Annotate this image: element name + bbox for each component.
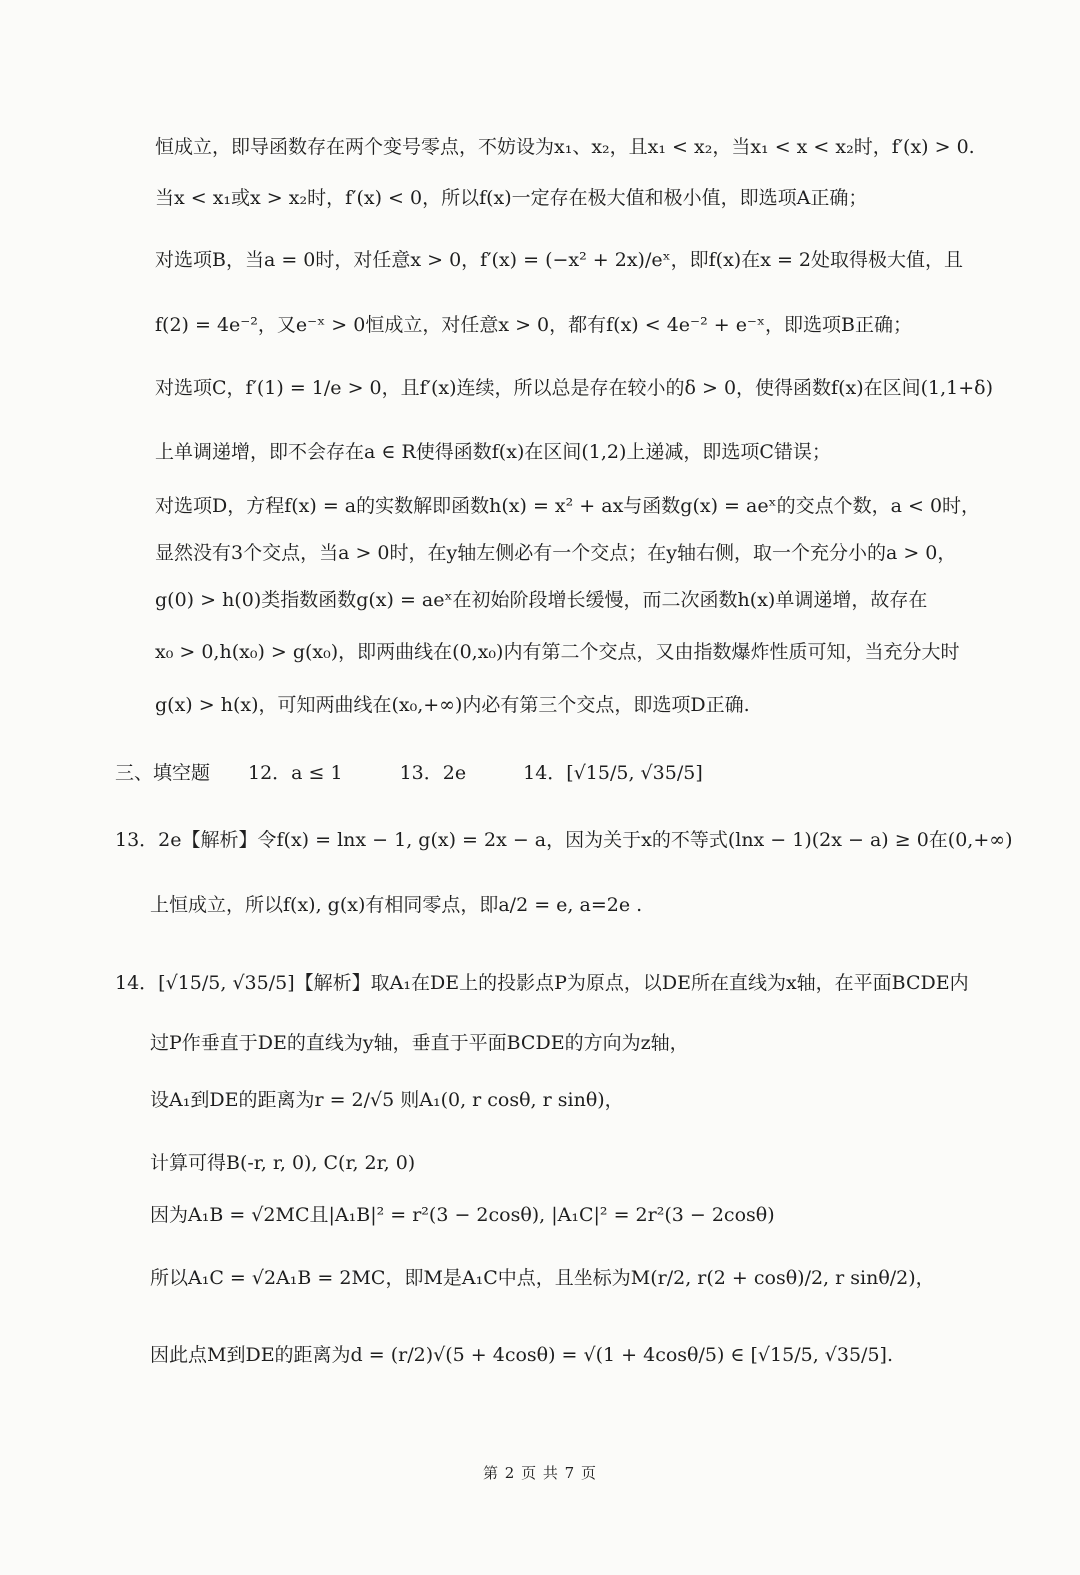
- solution-line: 因此点M到DE的距离为d = (r/2)√(5 + 4cosθ) = √(1 + 4cosθ/5) ∈ [√15/5, √35/5].: [150, 1344, 893, 1366]
- solution-line: 因为A₁B = √2MC且|A₁B|² = r²(3 − 2cosθ), |A₁C|² = 2r²(3 − 2cosθ): [150, 1204, 775, 1226]
- solution-line: g(0) > h(0)类指数函数g(x) = aeˣ在初始阶段增长缓慢，而二次函数h(x)单调递增，故存在: [155, 589, 928, 611]
- solution-line: 对选项D，方程f(x) = a的实数解即函数h(x) = x² + ax与函数g(x) = aeˣ的交点个数，a < 0时，: [155, 495, 981, 517]
- solution-line: g(x) > h(x)，可知两曲线在(x₀,+∞)内必有第三个交点，即选项D正确.: [155, 694, 750, 716]
- solution-line: 所以A₁C = √2A₁B = 2MC，即M是A₁C中点，且坐标为M(r/2, r(2 + cosθ)/2, r sinθ/2)，: [150, 1267, 935, 1289]
- solution-line: 显然没有3个交点，当a > 0时，在y轴左侧必有一个交点；在y轴右侧，取一个充分小的a > 0，: [155, 542, 957, 564]
- solution-line: 当x < x₁或x > x₂时，f′(x) < 0，所以f(x)一定存在极大值和极小值，即选项A正确；: [155, 187, 868, 209]
- solution-line: 对选项C，f′(1) = 1/e > 0，且f′(x)连续，所以总是存在较小的δ > 0，使得函数f(x)在区间(1,1+δ): [155, 377, 994, 399]
- page-number-footer: 第 2 页 共 7 页: [483, 1464, 597, 1482]
- solution-line: 过P作垂直于DE的直线为y轴，垂直于平面BCDE的方向为z轴，: [150, 1032, 689, 1054]
- solution-line: 恒成立，即导函数存在两个变号零点，不妨设为x₁、x₂，且x₁ < x₂，当x₁ < x < x₂时，f′(x) > 0.: [155, 136, 975, 158]
- fill-in-answers-heading: 三、填空题 12．a ≤ 1 13．2e 14．[√15/5, √35/5]: [115, 762, 703, 784]
- solution-line: 对选项B，当a = 0时，对任意x > 0，f′(x) = (−x² + 2x)/eˣ，即f(x)在x = 2处取得极大值，且: [155, 249, 964, 271]
- solution-line: 计算可得B(-r, r, 0), C(r, 2r, 0): [150, 1152, 416, 1174]
- solution-line: 设A₁到DE的距离为r = 2/√5 则A₁(0, r cosθ, r sinθ)，: [150, 1089, 624, 1111]
- solution-line: 上恒成立，所以f(x), g(x)有相同零点，即a/2 = e, a=2e .: [150, 894, 643, 916]
- solution-line: 13．2e【解析】令f(x) = lnx − 1, g(x) = 2x − a，因为关于x的不等式(lnx − 1)(2x − a) ≥ 0在(0,+∞): [115, 829, 1013, 851]
- solution-line: f(2) = 4e⁻²，又e⁻ˣ > 0恒成立，对任意x > 0，都有f(x) < 4e⁻² + e⁻ˣ，即选项B正确；: [155, 314, 912, 336]
- solution-line: 14．[√15/5, √35/5]【解析】取A₁在DE上的投影点P为原点，以DE所在直线为x轴，在平面BCDE内: [115, 972, 969, 994]
- solution-line: 上单调递增，即不会存在a ∈ R使得函数f(x)在区间(1,2)上递减，即选项C错误；: [155, 441, 831, 463]
- solution-line: x₀ > 0,h(x₀) > g(x₀)，即两曲线在(0,x₀)内有第二个交点，又由指数爆炸性质可知，当充分大时: [155, 641, 960, 663]
